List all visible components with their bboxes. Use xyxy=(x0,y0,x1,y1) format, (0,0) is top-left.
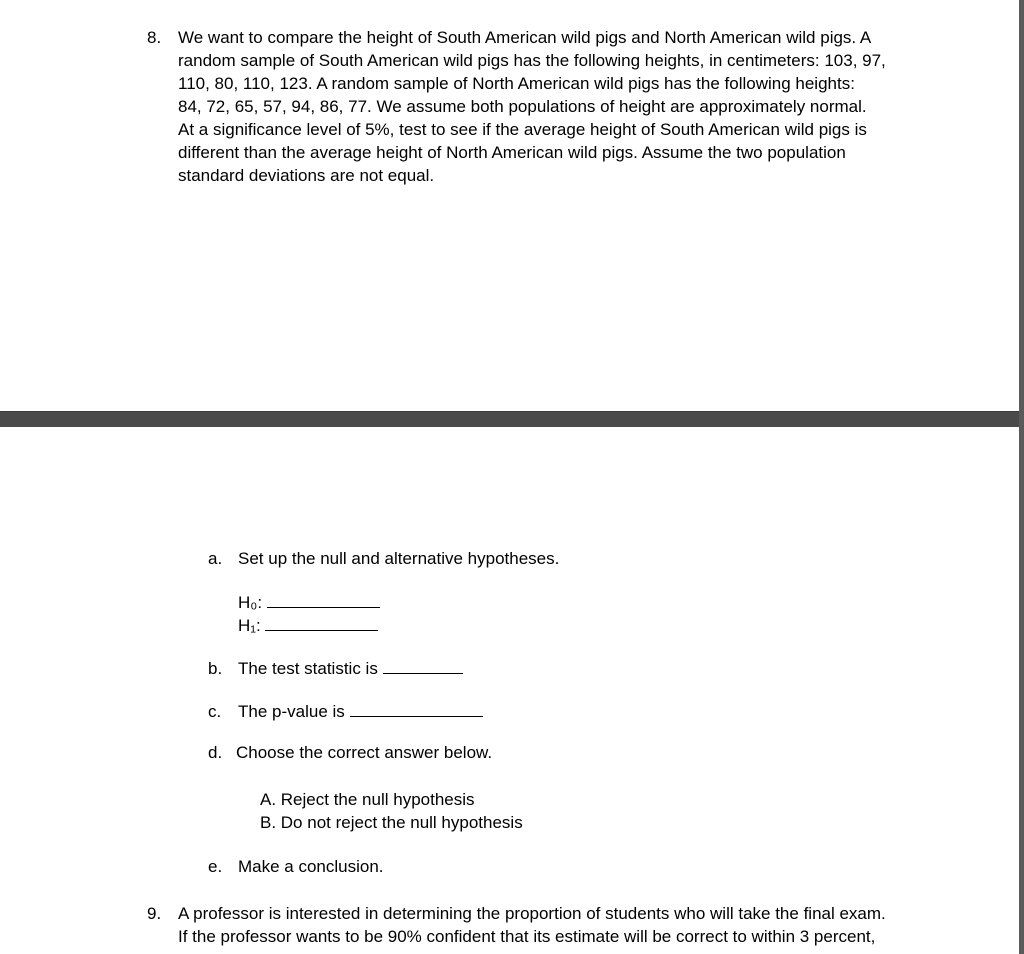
part-e-letter: e. xyxy=(208,857,223,876)
question-9-number: 9. xyxy=(147,904,162,923)
h0-answer-blank[interactable] xyxy=(267,591,380,608)
document-page-lower xyxy=(0,427,1019,954)
question-8-number: 8. xyxy=(147,28,162,47)
part-a-letter: a. xyxy=(208,549,223,568)
h1-label: H₁: xyxy=(238,616,261,635)
part-b-letter: b. xyxy=(208,659,223,678)
h1-answer-blank[interactable] xyxy=(265,614,378,631)
part-a xyxy=(208,548,559,570)
choice-b[interactable]: B. Do not reject the null hypothesis xyxy=(260,813,523,832)
part-d-text: Choose the correct answer below. xyxy=(236,743,493,762)
part-e xyxy=(208,856,384,878)
test-statistic-blank[interactable] xyxy=(383,657,463,674)
part-c xyxy=(208,700,483,723)
p-value-blank[interactable] xyxy=(350,700,483,717)
null-hypothesis-line xyxy=(238,591,380,614)
part-d xyxy=(208,742,492,764)
part-b xyxy=(208,657,463,680)
viewer-edge xyxy=(1019,0,1024,954)
question-8-text: We want to compare the height of South American wild pigs and North American wild pigs. A random sample of South American wild pigs has the following heights, in centimeters: 103, 97, 110, 80, 110, 123. A random sample of North American wild pigs has the following heights: 84, 72, 65, 57, 94, 86, 77. We assume both populations of height are approximately normal. At a significance level of 5%, test to see if the average height of South American wild pigs is different than the average height of North American wild pigs. Assume the two population standard deviations are not equal. xyxy=(178,28,886,185)
choice-a[interactable]: A. Reject the null hypothesis xyxy=(260,790,475,809)
part-c-letter: c. xyxy=(208,702,222,721)
part-b-text: The test statistic is xyxy=(238,659,378,678)
part-a-text: Set up the null and alternative hypotheses. xyxy=(238,549,560,568)
question-9-text: A professor is interested in determining the proportion of students who will take the final exam. If the professor wants to be 90% confident that its estimate will be correct to within 3 percent, xyxy=(178,904,886,946)
alternative-hypothesis-line xyxy=(238,614,378,637)
part-c-text: The p-value is xyxy=(238,702,345,721)
page-separator xyxy=(0,411,1019,427)
part-e-text: Make a conclusion. xyxy=(238,857,384,876)
h0-label: H₀: xyxy=(238,593,263,612)
part-d-letter: d. xyxy=(208,743,223,762)
